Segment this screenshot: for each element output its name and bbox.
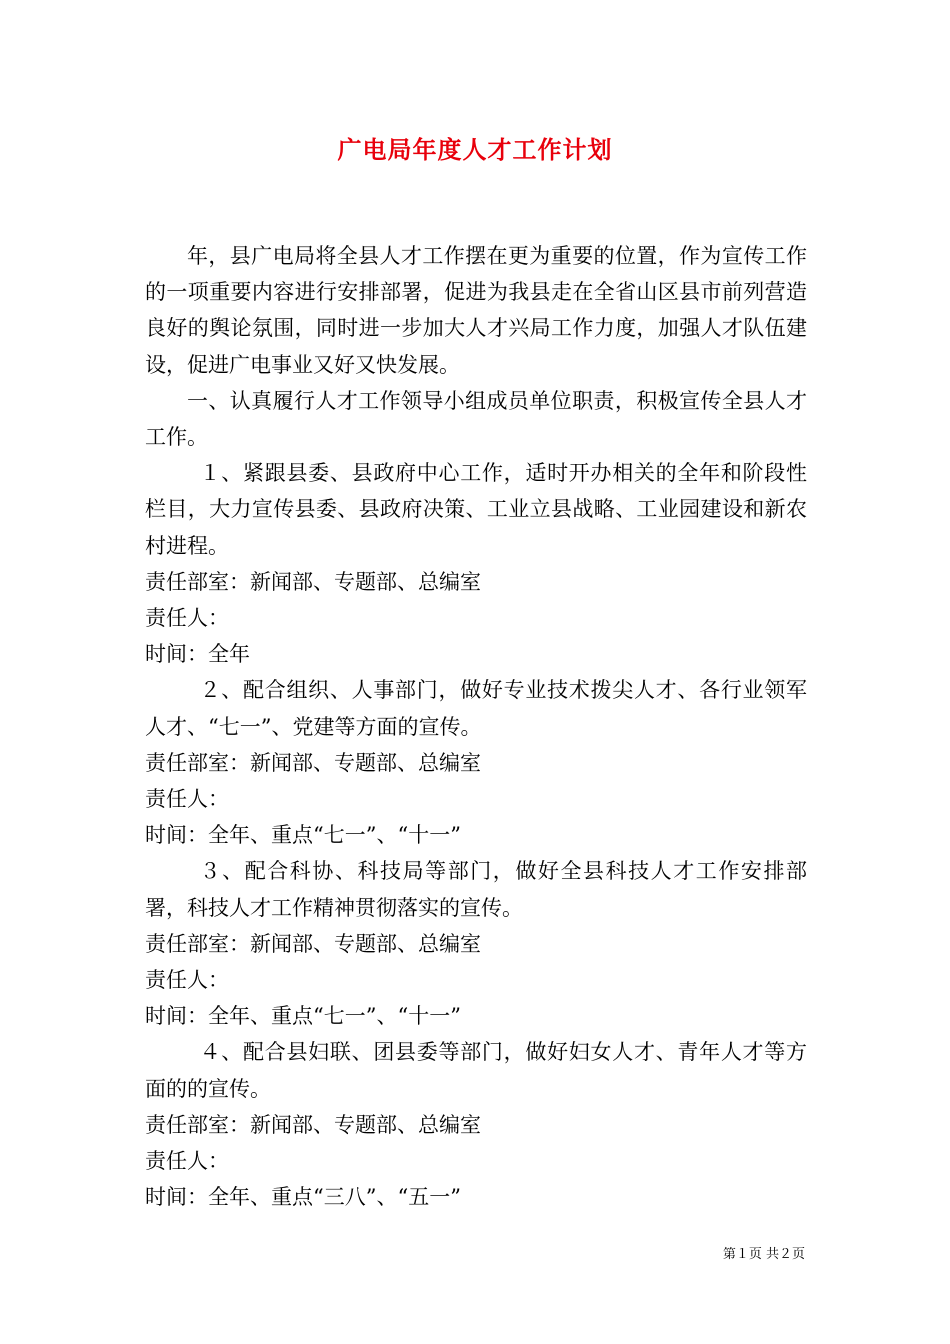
document-title: 广电局年度人才工作计划 xyxy=(337,135,613,164)
item-3-text: ３、配合科协、科技局等部门，做好全县科技人才工作安排部署，科技人才工作精神贯彻落实的宣传。 xyxy=(145,859,807,920)
item-1-time: 时间：全年 xyxy=(145,642,250,667)
item-2-person: 责任人： xyxy=(145,787,229,812)
item-3-time: 时间：全年、重点“七一”、“十一” xyxy=(145,1004,461,1029)
item-1-dept: 责任部室：新闻部、专题部、总编室 xyxy=(145,569,481,594)
document-body xyxy=(145,238,807,1215)
page-indicator: 第１页 共２页 xyxy=(722,1247,805,1262)
item-1-person: 责任人： xyxy=(145,606,229,631)
intro-paragraph: 年，县广电局将全县人才工作摆在更为重要的位置，作为宣传工作的一项重要内容进行安排部署，促进为我县走在全省山区县市前列营造良好的舆论氛围，同时进一步加大人才兴局工作力度，加强人才队伍建设，促进广电事业又好又快发展。 xyxy=(145,244,807,377)
item-4-dept: 责任部室：新闻部、专题部、总编室 xyxy=(145,1112,481,1137)
section-heading-1: 一、认真履行人才工作领导小组成员单位职责，积极宣传全县人才工作。 xyxy=(145,388,807,450)
item-2-dept: 责任部室：新闻部、专题部、总编室 xyxy=(145,750,481,775)
item-2-text: ２、配合组织、人事部门，做好专业技术拨尖人才、各行业领军人才、“七一”、党建等方面的宣传。 xyxy=(145,678,807,739)
item-4-time: 时间：全年、重点“三八”、“五一” xyxy=(145,1185,461,1210)
item-4-text: ４、配合县妇联、团县委等部门，做好妇女人才、青年人才等方面的的宣传。 xyxy=(145,1040,807,1101)
item-4-person: 责任人： xyxy=(145,1149,229,1174)
item-3-person: 责任人： xyxy=(145,968,229,993)
item-1-text: １、紧跟县委、县政府中心工作，适时开办相关的全年和阶段性栏目，大力宣传县委、县政府决策、工业立县战略、工业园建设和新农村进程。 xyxy=(145,461,807,558)
item-3-dept: 责任部室：新闻部、专题部、总编室 xyxy=(145,931,481,956)
item-2-time: 时间：全年、重点“七一”、“十一” xyxy=(145,823,461,848)
